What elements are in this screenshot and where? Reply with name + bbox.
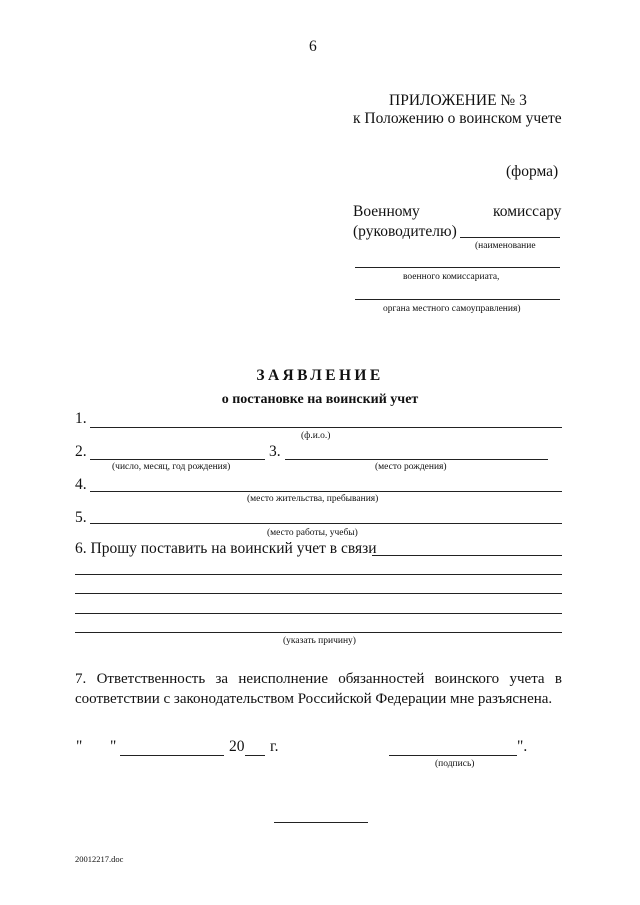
field-5-line bbox=[90, 523, 562, 524]
item-7-line-1: 7. Ответственность за неисполнение обязанностей воинского учета в bbox=[75, 671, 562, 687]
separator-line bbox=[274, 822, 368, 823]
page-number: 6 bbox=[309, 38, 317, 55]
addressee-word-1: Военному bbox=[353, 203, 420, 220]
field-4-line bbox=[90, 491, 562, 492]
addressee-blank-2 bbox=[355, 267, 560, 268]
addressee-hint-1: (наименование bbox=[475, 241, 536, 251]
item-6-hint: (указать причину) bbox=[283, 636, 356, 646]
field-4-hint: (место жительства, пребывания) bbox=[247, 494, 379, 504]
field-3-hint: (место рождения) bbox=[375, 462, 447, 472]
item-6-line-4 bbox=[75, 632, 562, 633]
item-6-line-end bbox=[372, 555, 562, 556]
document-title: ЗАЯВЛЕНИЕ bbox=[256, 367, 384, 384]
field-1-line bbox=[90, 427, 562, 428]
addressee-blank-3 bbox=[355, 299, 560, 300]
field-3-number: 3. bbox=[269, 443, 281, 460]
date-year-prefix: 20 bbox=[229, 738, 245, 755]
field-5-number: 5. bbox=[75, 509, 87, 526]
item-6-line-1 bbox=[75, 574, 562, 575]
field-4-number: 4. bbox=[75, 476, 87, 493]
footer-file-name: 20012217.doc bbox=[75, 854, 124, 864]
item-6-line-3 bbox=[75, 613, 562, 614]
signature-hint: (подпись) bbox=[435, 759, 475, 769]
date-quote-close: " bbox=[110, 738, 117, 755]
field-2-hint: (число, месяц, год рождения) bbox=[112, 462, 231, 472]
date-quote-open: " bbox=[76, 738, 83, 755]
field-1-number: 1. bbox=[75, 410, 87, 427]
field-3-line bbox=[285, 459, 548, 460]
signature-end: ". bbox=[517, 738, 528, 755]
date-year-line bbox=[245, 755, 265, 756]
field-1-hint: (ф.и.о.) bbox=[301, 431, 331, 441]
item-6-text: 6. Прошу поставить на воинский учет в связи bbox=[75, 540, 377, 557]
signature-line bbox=[389, 755, 517, 756]
field-5-hint: (место работы, учебы) bbox=[267, 528, 358, 538]
form-label: (форма) bbox=[506, 163, 559, 180]
appendix-subtitle: к Положению о воинском учете bbox=[353, 110, 562, 127]
field-2-line bbox=[90, 459, 265, 460]
addressee-blank-1 bbox=[460, 237, 560, 238]
item-7-line-2: соответствии с законодательством Российской Федерации мне разъяснена. bbox=[75, 691, 553, 707]
field-2-number: 2. bbox=[75, 443, 87, 460]
date-month-line bbox=[120, 755, 224, 756]
date-year-suffix: г. bbox=[270, 738, 279, 755]
document-subtitle: о постановке на воинский учет bbox=[221, 392, 419, 407]
item-6-line-2 bbox=[75, 593, 562, 594]
addressee-hint-2: военного комиссариата, bbox=[403, 272, 500, 282]
appendix-title: ПРИЛОЖЕНИЕ № 3 bbox=[389, 92, 527, 109]
addressee-line-2: (руководителю) bbox=[353, 223, 457, 240]
addressee-word-2: комиссару bbox=[493, 203, 562, 220]
addressee-hint-3: органа местного самоуправления) bbox=[383, 304, 521, 314]
